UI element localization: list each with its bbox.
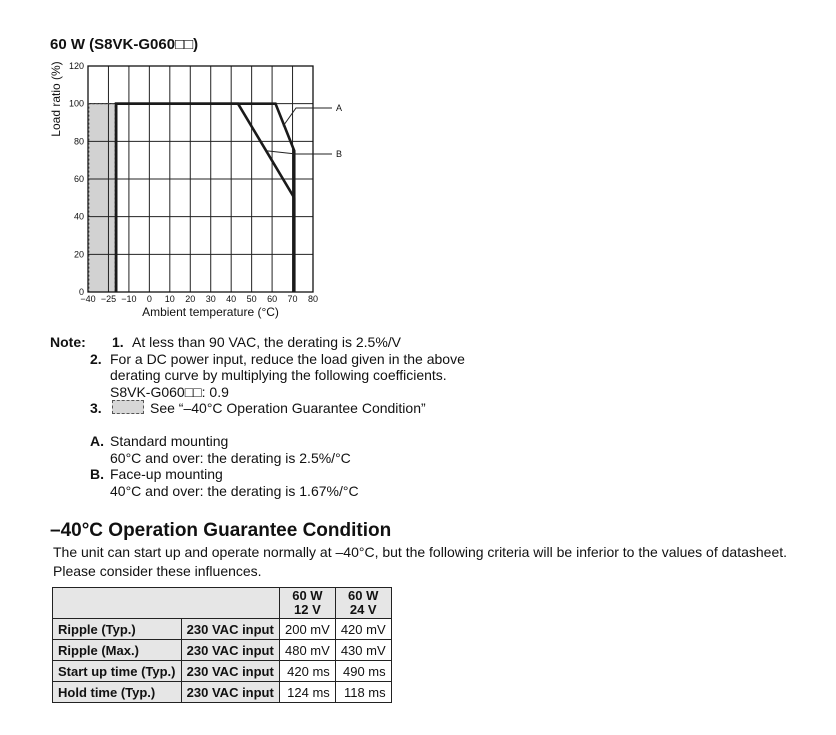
table-row <box>53 640 392 661</box>
x-tick-label: 40 <box>226 294 237 304</box>
col-1-line-1: 60 W <box>292 588 323 603</box>
y-axis-label: Load ratio (%) <box>49 61 63 137</box>
note-2-line-3: S8VK-G060□□: 0.9 <box>110 383 229 400</box>
derating-chart <box>0 0 420 330</box>
x-tick-label: −40 <box>80 294 96 304</box>
note-2 <box>90 351 465 401</box>
note-b-text <box>110 466 359 499</box>
table-header-col-2 <box>335 588 391 619</box>
row-value-24v: 490 ms <box>335 661 391 682</box>
row-value-12v: 480 mV <box>280 640 336 661</box>
note-a <box>90 433 465 466</box>
note-2-line-2: derating curve by multiplying the following coefficients. <box>110 367 447 384</box>
x-tick-label: −25 <box>100 294 117 304</box>
table-header-col-1 <box>280 588 336 619</box>
shaded-area-swatch <box>112 400 144 414</box>
x-tick-label: 50 <box>246 294 257 304</box>
y-tick-label: 100 <box>68 98 84 109</box>
note-b-label: B. <box>90 466 104 483</box>
row-value-12v: 200 mV <box>280 619 336 640</box>
note-a-line-1: Standard mounting <box>110 432 229 449</box>
row-value-24v: 430 mV <box>335 640 391 661</box>
x-tick-label: −10 <box>121 294 137 304</box>
table-row <box>53 619 392 640</box>
row-label: Ripple (Typ.) <box>53 619 182 640</box>
y-tick-label: 60 <box>73 174 84 184</box>
note-3-number: 3. <box>90 400 102 417</box>
section-line-2: Please consider these influences. <box>53 563 262 579</box>
row-condition: 230 VAC input <box>181 682 279 703</box>
row-condition: 230 VAC input <box>181 661 279 682</box>
series-curve-a <box>116 104 294 292</box>
x-tick-label: 80 <box>307 294 319 304</box>
shaded-region <box>89 104 115 292</box>
note-lead: Note: <box>50 334 86 350</box>
note-b-line-1: Face-up mounting <box>110 466 223 483</box>
row-label: Ripple (Max.) <box>53 640 182 661</box>
note-1 <box>50 334 465 351</box>
row-condition: 230 VAC input <box>181 619 279 640</box>
table-row <box>53 661 392 682</box>
x-tick-label: 0 <box>146 294 152 304</box>
note-2-number: 2. <box>90 350 102 367</box>
note-2-text <box>110 351 465 401</box>
row-condition: 230 VAC input <box>181 640 279 661</box>
x-tick-label: 60 <box>267 294 278 304</box>
chart-title: 60 W (S8VK-G060□□) <box>50 36 199 53</box>
x-tick-label: 30 <box>205 294 216 304</box>
section-description <box>53 543 787 581</box>
series-leader-a <box>283 108 332 126</box>
y-tick-label: 80 <box>73 136 84 147</box>
note-b-line-2: 40°C and over: the derating is 1.67%/°C <box>110 482 359 499</box>
series-curve-b <box>116 104 294 292</box>
spec-table <box>52 587 392 703</box>
y-tick-label: 20 <box>73 249 84 260</box>
x-tick-label: 10 <box>164 294 175 304</box>
series-label-b: B <box>336 149 343 159</box>
row-value-24v: 118 ms <box>335 682 391 703</box>
col-1-line-2: 12 V <box>294 602 321 617</box>
row-label: Start up time (Typ.) <box>53 661 182 682</box>
table-header-blank <box>53 588 280 619</box>
x-axis-label: Ambient temperature (°C) <box>142 305 279 319</box>
col-2-line-2: 24 V <box>349 602 377 617</box>
series-label-a: A <box>336 103 343 113</box>
row-value-24v: 420 mV <box>335 619 391 640</box>
row-value-12v: 420 ms <box>280 661 336 682</box>
note-1-text: At less than 90 VAC, the derating is 2.5%/V <box>132 334 402 350</box>
note-2-line-1: For a DC power input, reduce the load given in the above <box>110 350 465 367</box>
row-value-12v: 124 ms <box>280 682 336 703</box>
table-header-row <box>53 588 392 619</box>
note-a-text <box>110 433 351 466</box>
notes-block <box>50 334 465 499</box>
col-2-line-1: 60 W <box>348 588 379 603</box>
row-label: Hold time (Typ.) <box>53 682 182 703</box>
section-title: –40°C Operation Guarantee Condition <box>50 520 392 541</box>
y-tick-label: 40 <box>73 211 84 222</box>
note-a-label: A. <box>90 432 104 449</box>
y-tick-label: 0 <box>78 287 84 297</box>
x-tick-label: 20 <box>185 294 196 304</box>
note-1-number: 1. <box>112 334 124 350</box>
table-row <box>53 682 392 703</box>
y-tick-label: 120 <box>68 61 84 71</box>
note-b <box>90 466 465 499</box>
note-3-text: See “–40°C Operation Guarantee Condition” <box>150 400 426 417</box>
section-line-1: The unit can start up and operate normally at –40°C, but the following criteria will be inferior to the values of datasheet. <box>53 544 788 560</box>
series-leader-b <box>266 151 332 154</box>
note-a-line-2: 60°C and over: the derating is 2.5%/°C <box>110 449 351 466</box>
note-3 <box>90 400 465 417</box>
x-tick-label: 70 <box>287 294 298 304</box>
